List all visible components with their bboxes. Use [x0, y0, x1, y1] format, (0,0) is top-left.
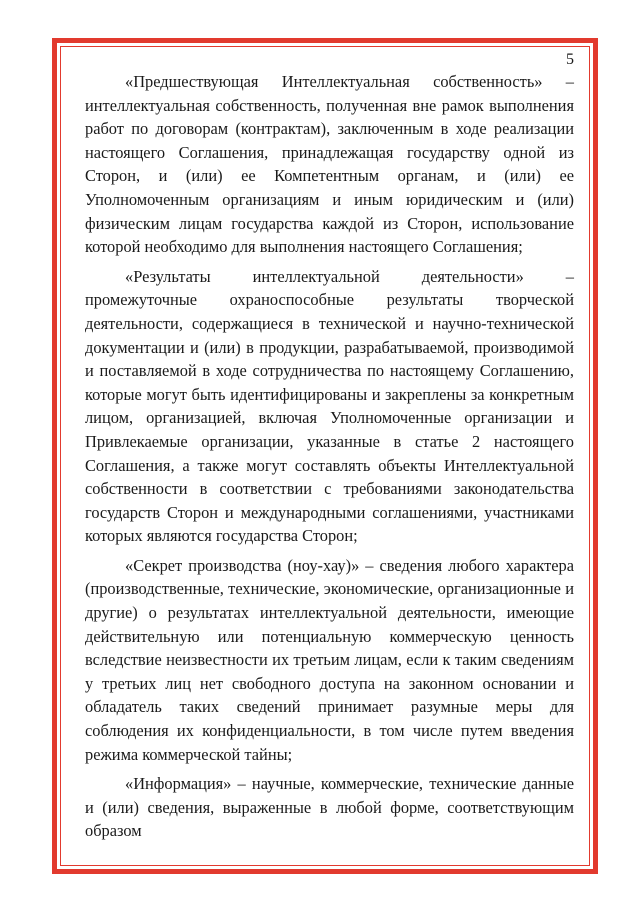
paragraph-ip-results: «Результаты интеллектуальной деятельности» – промежуточные охраноспособные результаты творческой деятельности, содержащиеся в технической и научно-технической документации и (или) в продукции, разрабатываемой, производимой и поставляемой в ходе сотрудничества по настоящему Соглашению, которые могут быть идентифицированы и закреплены за конкретным лицом, организацией, включая Уполномоченные организации и Привлекаемые организации, указанные в статье 2 настоящего Соглашения, а также могут составлять объекты Интеллектуальной собственности в соответствии с требованиями законодательства государств Сторон и международными соглашениями, участниками которых являются государства Сторон; [85, 266, 574, 546]
page-number: 5 [566, 51, 574, 68]
paragraph-prior-ip: «Предшествующая Интеллектуальная собственность» – интеллектуальная собственность, полученная вне рамок выполнения работ по договорам (контрактам), заключенным в ходе реализации настоящего Соглашения, принадлежащая государству одной из Сторон, и (или) ее Компетентным органам, и (или) ее Уполномоченным организациям и иным юридическим и (или) физическим лицам государства каждой из Сторон, использование которой необходимо для выполнения настоящего Соглашения; [85, 72, 574, 257]
paragraph-information: «Информация» – научные, коммерческие, технические данные и (или) сведения, выраженные в любой форме, соответствующим образом [85, 774, 574, 841]
document-body [85, 70, 574, 849]
paragraph-know-how: «Секрет производства (ноу-хау)» – сведения любого характера (производственные, технические, экономические, организационные и другие) о результатах интеллектуальной деятельности, имеющие действительную или потенциальную коммерческую ценность вследствие неизвестности их третьим лицам, если к таким сведениям у третьих лиц нет свободного доступа на законном основании и обладатель таких сведений принимает разумные меры для соблюдения их конфиденциальности, в том числе путем введения режима коммерческой тайны; [85, 555, 574, 764]
